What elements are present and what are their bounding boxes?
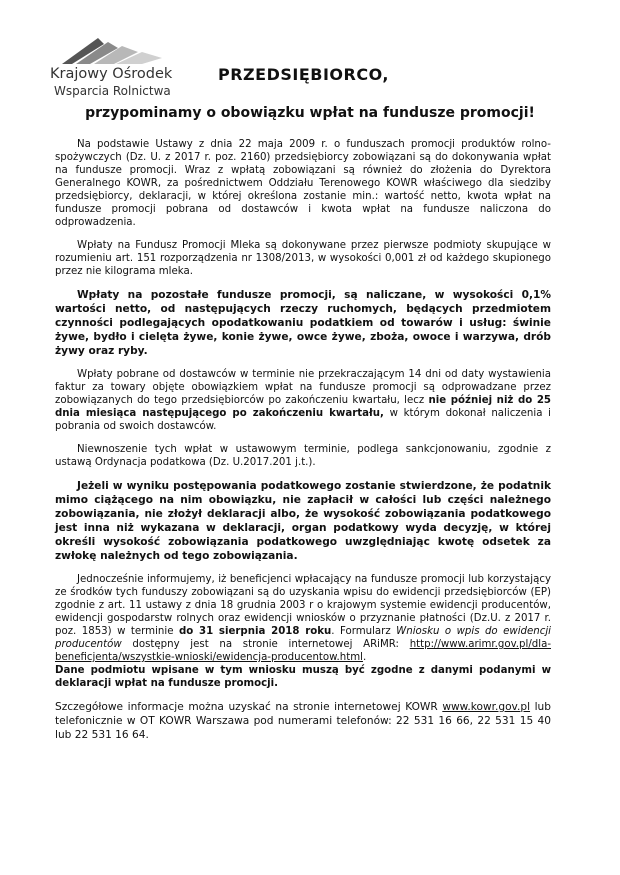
registration-text-c: . Formularz [331, 626, 397, 637]
paragraph-milk-fund: Wpłaty na Fundusz Promocji Mleka są dokonywane przez pierwsze podmioty skupujące w rozumieniu art. 151 rozporządzenia nr 1308/2013, w wysokości 0,001 zł od każdego skupionego przez nie kilograma mleka. [55, 240, 551, 277]
paragraph-legal-basis: Na podstawie Ustawy z dnia 22 maja 2009 r. o funduszach promocji produktów rolno-spożywczych (Dz. U. z 2017 r. poz. 2160) przedsiębiorcy zobowiązani są do dokonywania wpłat na fundusze promocji. Wraz z wpłatą zobowiązani są również do złożenia do Dyrektora Generalnego KOWR, za pośrednictwem Oddziału Terenowego KOWR właściwego dla siedziby przedsiębiorcy, deklaracji, w której określona zostanie min.: wartość netto, kwota wpłat na fundusze promocji pobrana od dostawców i kwota wpłat na fundusze naliczona do odprowadzenia. [55, 139, 551, 228]
logo-text-line1: Krajowy Ośrodek [50, 66, 173, 82]
contact-text-b: lub telefonicznie w OT KOWR Warszawa pod numerami telefonów: 22 531 16 66, 22 531 15 40 lub 22 531 16 64. [55, 701, 551, 741]
contact-text-a: Szczegółowe informacje można uzyskać na stronie internetowej KOWR [55, 701, 443, 713]
registration-bold-note: Dane podmiotu wpisane w tym wniosku muszą być zgodne z danymi podanymi w deklaracji wpłat na fundusze promocji. [55, 665, 551, 689]
paragraph-tax-proceedings: Jeżeli w wyniku postępowania podatkowego zostanie stwierdzone, że podatnik mimo ciążącego na nim obowiązku, nie zapłacił w całości lub części należnego zobowiązania, nie złożył deklaracji albo, że wysokość zobowiązania podatkowego jest inna niż wykazana w deklaracji, organ podatkowy wyda decyzję, w której określi wysokość zobowiązania podatkowego uwzględniając kwotę odsetek za zwłokę należnych od tego zobowiązania. [55, 480, 551, 562]
paragraph-contact [55, 700, 551, 742]
paragraph-deadline-text-a: Wpłaty pobrane od dostawców w terminie nie przekraczającym 14 dni od daty wystawienia faktur za towary objęte obowiązkiem wpłat na fundusze promocji są odprowadzane przez zobowiązanych do tego przedsiębiorców po zakończeniu kwartału, lecz [55, 369, 551, 406]
registration-text-a: Jednocześnie informujemy, iż beneficjenci wpłacający na fundusze promocji lub korzystający ze środków tych funduszy zobowiązani są do uzyskania wpisu do ewidencji przedsiębiorców (EP) zgodnie z art. 11 ustawy z dnia 18 grudnia 2003 r o krajowym systemie ewidencji producentów, ewidencji gospodarstw rolnych oraz ewidencji wniosków o przyznanie płatności (Dz.U. z 2017 r. poz. 1853) w terminie [55, 574, 551, 637]
deadline-highlight: nie później niż do 25 dnia miesiąca następującego po zakończeniu kwartału, [55, 395, 551, 419]
registration-deadline: do 31 sierpnia 2018 roku [178, 626, 332, 637]
registration-text-e: dostępny jest na stronie internetowej ARiMR: [121, 639, 410, 650]
logo-mark-icon [58, 30, 170, 66]
document-body [55, 138, 551, 752]
kowr-link[interactable]: www.kowr.gov.pl [442, 701, 531, 713]
paragraph-other-funds: Wpłaty na pozostałe fundusze promocji, są naliczane, w wysokości 0,1% wartości netto, od następujących rzeczy ruchomych, będących przedmiotem czynności podlegających opodatkowaniu podatkiem od towarów i usług: świnie żywe, bydło i cielęta żywe, konie żywe, owce żywe, zboża, owoce i warzywa, drób żywy oraz ryby. [55, 289, 551, 357]
page-heading: PRZEDSIĘBIORCO, [218, 65, 389, 84]
form-name: Wniosku o wpis do ewidencji producentów [55, 626, 552, 650]
page-subheading: przypominamy o obowiązku wpłat na fundusze promocji! [85, 105, 535, 121]
paragraph-deadline [55, 368, 551, 433]
paragraph-deadline-text-c: w którym dokonał naliczenia i pobrania od swoich dostawców. [55, 408, 551, 432]
arimr-link[interactable]: http://www.arimr.gov.pl/dla-beneficjenta/wszystkie-wnioski/ewidencja-producentow.html [55, 639, 551, 663]
paragraph-registration [55, 573, 551, 690]
paragraph-sanctions: Niewnoszenie tych wpłat w ustawowym terminie, podlega sankcjonowaniu, zgodnie z ustawą Ordynacja podatkowa (Dz. U.2017.201 j.t.). [55, 444, 551, 468]
logo-text-line2: Wsparcia Rolnictwa [54, 84, 171, 98]
registration-text-f: . [362, 652, 367, 663]
